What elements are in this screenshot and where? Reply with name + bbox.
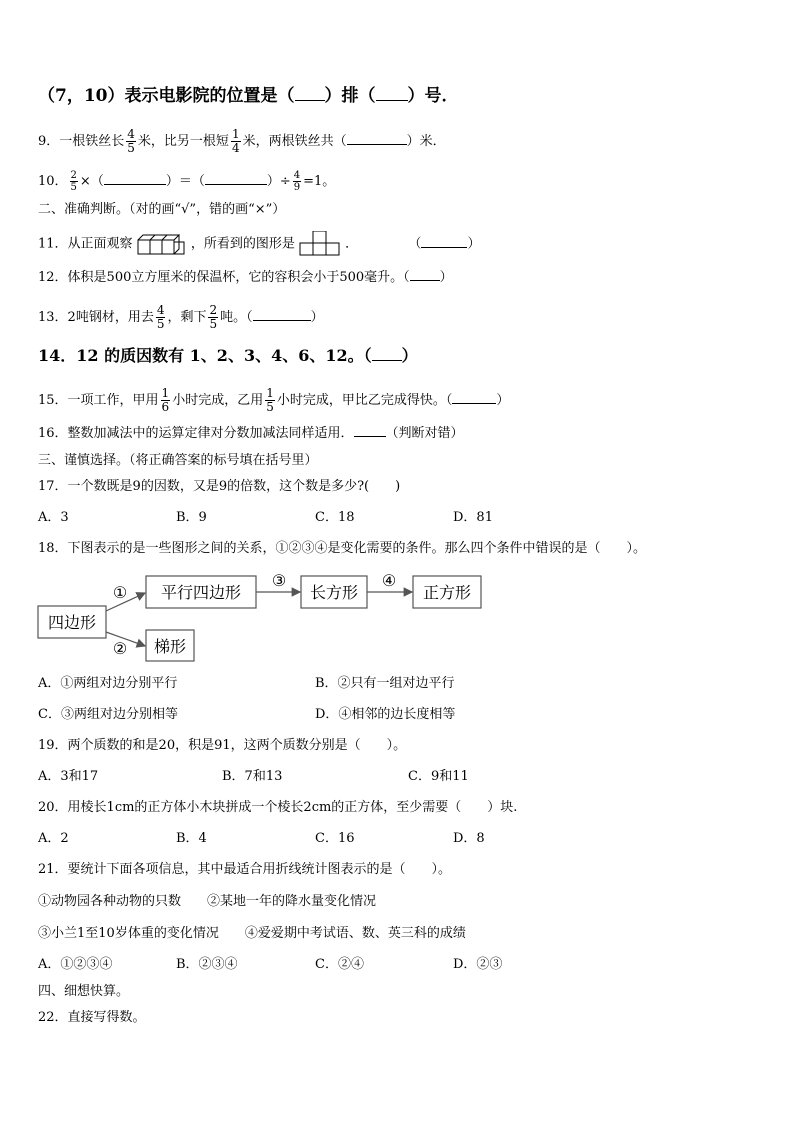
shape-relation-diagram <box>0 566 760 666</box>
q19-option-b[interactable]: B．7和13 <box>222 769 283 784</box>
q11-text: ，所看到的图形是 <box>190 236 295 252</box>
section-3-heading: 三、谨慎选择。（将正确答案的标号填在括号里） <box>38 453 318 468</box>
label-rectangle: 长方形 <box>309 583 359 602</box>
label-square: 正方形 <box>422 583 472 602</box>
answer-blank[interactable] <box>347 132 407 145</box>
label-parallelogram: 平行四边形 <box>160 583 242 602</box>
q11-text: ． <box>345 236 359 252</box>
cube-stack-figure <box>137 231 187 257</box>
q21-option-b[interactable]: B．②③④ <box>176 957 238 972</box>
q19-option-a[interactable]: A．3和17 <box>38 769 99 784</box>
q18-option-a[interactable]: A．①两组对边分别平行 <box>38 676 178 691</box>
fraction: $\frac{1}{5}$ <box>266 386 274 414</box>
q11-text: 11．从正面观察 <box>38 236 133 252</box>
q17-option-a[interactable]: A．3 <box>38 510 69 525</box>
q10-text: =1。 <box>303 174 336 189</box>
q17-option-d[interactable]: D．81 <box>453 510 493 525</box>
section-2-heading: 二、准确判断。（对的画“√”，错的画“×”） <box>38 202 286 217</box>
question-10 <box>38 170 335 193</box>
question-16 <box>38 424 464 444</box>
q14-text: 14．12 的质因数有 1、2、3、4、6、12。（ <box>38 346 372 365</box>
question-9 <box>38 128 446 155</box>
q20-option-b[interactable]: B．4 <box>176 831 207 846</box>
condition-4-label: ④ <box>381 571 397 590</box>
question-20-stem: 20．用棱长1cm的正方体小木块拼成一个棱长2cm的正方体，至少需要（ ）块. <box>38 800 518 815</box>
question-8 <box>38 86 459 106</box>
q9-text: ）米． <box>406 134 446 149</box>
q18-option-d[interactable]: D．④相邻的边长度相等 <box>315 707 456 722</box>
q10-text: ）＝（ <box>165 174 205 189</box>
q9-text: 米，比另一根短 <box>137 134 229 149</box>
q19-option-c[interactable]: C．9和11 <box>408 769 469 784</box>
q21-option-a[interactable]: A．①②③④ <box>38 957 113 972</box>
fraction: $\frac{1}{6}$ <box>161 386 170 414</box>
answer-blank[interactable] <box>421 235 467 248</box>
q9-text: 9．一根铁丝长 <box>38 134 125 149</box>
fraction: $\frac{2}{5}$ <box>70 170 77 193</box>
fraction: $\frac{4}{9}$ <box>293 170 301 193</box>
q20-option-c[interactable]: C．16 <box>315 831 355 846</box>
fraction: $\frac{1}{4}$ <box>231 127 240 155</box>
question-17-stem: 17．一个数既是9的因数，又是9的倍数，这个数是多少?( ) <box>38 479 401 494</box>
q8-mid: ）排（ <box>324 86 376 106</box>
q18-option-b[interactable]: B．②只有一组对边平行 <box>315 676 455 691</box>
question-14 <box>38 346 418 366</box>
q17-option-c[interactable]: C．18 <box>315 510 355 525</box>
question-13 <box>38 304 324 331</box>
q21-items-line-2: ③小兰1至10岁体重的变化情况 ④爱爱期中考试语、数、英三科的成绩 <box>38 926 466 941</box>
q13-text: ） <box>310 310 324 325</box>
q11-text: ） <box>467 236 481 252</box>
answer-blank[interactable] <box>295 88 325 101</box>
q21-items-line-1: ①动物园各种动物的只数 ②某地一年的降水量变化情况 <box>38 894 377 909</box>
answer-blank[interactable] <box>205 172 267 185</box>
q20-option-d[interactable]: D．8 <box>453 831 485 846</box>
q12-text: ） <box>439 270 453 285</box>
q13-text: ，剩下 <box>167 310 207 325</box>
q18-option-c[interactable]: C．③两组对边分别相等 <box>38 707 178 722</box>
q11-text: （ <box>408 236 422 252</box>
answer-blank[interactable] <box>372 348 402 361</box>
answer-blank[interactable] <box>104 172 166 185</box>
q15-text: 小时完成，乙用 <box>172 393 264 408</box>
q8-text: （7，10）表示电影院的位置是（ <box>38 86 295 106</box>
answer-blank[interactable] <box>452 391 496 404</box>
q10-text: ×（ <box>79 174 104 189</box>
q15-text: 小时完成，甲比乙完成得快。（ <box>276 393 453 408</box>
question-19-stem: 19．两个质数的和是20，积是91，这两个质数分别是（ ）。 <box>38 738 407 753</box>
answer-blank[interactable] <box>410 268 440 281</box>
answer-blank[interactable] <box>376 88 408 101</box>
question-11 <box>38 231 480 257</box>
front-view-figure <box>299 231 341 257</box>
q10-text: ）÷ <box>266 174 291 189</box>
q16-text: 16．整数加减法中的运算定律对分数加减法同样适用． <box>38 426 354 441</box>
q15-text: ） <box>496 393 510 408</box>
fraction: $\frac{2}{5}$ <box>209 303 218 331</box>
q17-option-b[interactable]: B．9 <box>176 510 207 525</box>
question-22: 22．直接写得数。 <box>38 1010 146 1025</box>
section-4-heading: 四、细想快算。 <box>38 984 130 999</box>
question-21-stem: 21．要统计下面各项信息，其中最适合用折线统计图表示的是（ ）。 <box>38 862 452 877</box>
label-quadrilateral: 四边形 <box>47 613 97 632</box>
q20-option-a[interactable]: A．2 <box>38 831 69 846</box>
label-trapezoid: 梯形 <box>153 637 187 656</box>
q14-text: ） <box>401 346 418 365</box>
answer-blank[interactable] <box>253 308 311 321</box>
q21-option-d[interactable]: D．②③ <box>453 957 503 972</box>
q9-text: 米，两根铁丝共（ <box>242 134 347 149</box>
question-15 <box>38 387 509 414</box>
answer-blank[interactable] <box>354 424 386 437</box>
q21-option-c[interactable]: C．②④ <box>315 957 364 972</box>
condition-2-label: ② <box>112 639 128 658</box>
fraction: $\frac{4}{5}$ <box>127 127 135 155</box>
q8-end: ）号． <box>407 86 459 106</box>
question-12 <box>38 268 453 288</box>
q13-text: 13．2吨钢材，用去 <box>38 310 154 325</box>
q13-text: 吨。（ <box>220 310 253 325</box>
condition-3-label: ③ <box>271 571 287 590</box>
q16-text: （判断对错） <box>385 426 464 441</box>
fraction: $\frac{4}{5}$ <box>156 303 165 331</box>
q12-text: 12．体积是500立方厘米的保温杯，它的容积会小于500毫升。（ <box>38 270 410 285</box>
condition-1-label: ① <box>112 583 128 602</box>
question-18-stem: 18．下图表示的是一些图形之间的关系，①②③④是变化需要的条件。那么四个条件中错误的是（ ）。 <box>38 541 647 556</box>
q10-text: 10． <box>38 174 68 189</box>
q15-text: 15．一项工作，甲用 <box>38 393 159 408</box>
